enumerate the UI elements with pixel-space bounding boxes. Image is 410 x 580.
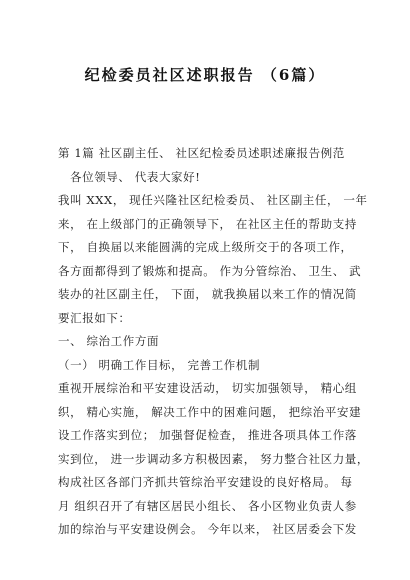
body-line: 各位领导、 代表大家好! [70, 169, 201, 184]
body-line: 加的综治与平安建设例会。 今年以来， 社区居委会下发 [58, 522, 357, 536]
body-line: 要汇报如下： [58, 310, 131, 325]
body-line: 重视开展综治和平安建设活动， 切实加强领导， 精心组 [58, 381, 357, 395]
body-line: 装办的社区副主任， 下面， 就我换届以来工作的情况简 [58, 287, 357, 301]
body-line: 下， 自换届以来能圆满的完成上级所交于的各项工作， [58, 240, 353, 254]
body-line: 构成社区各部门齐抓共管综治平安建设的良好格局。 每 [58, 475, 353, 489]
body-line: 实到位， 进一步调动多方积极因素， 努力整合社区力量， [58, 451, 370, 466]
body-line: 第 1篇 社区副主任、 社区纪检委员述职述廉报告例范 [58, 146, 345, 160]
section-heading: 一、 综治工作方面 [58, 334, 160, 348]
subsection-heading: （一） 明确工作目标， 完善工作机制 [58, 357, 261, 372]
body-line: 月 组织召开了有辖区居民小组长、 各小区物业负责人参 [58, 498, 357, 513]
document-body [58, 142, 370, 542]
body-line: 设工作落实到位； 加强督促检查， 推进各项具体工作落 [58, 428, 357, 442]
body-line: 各方面都得到了锻炼和提高。 作为分管综治、 卫生、 武 [58, 263, 362, 278]
document-title: 纪检委员社区述职报告 （6篇） [84, 66, 326, 84]
body-line: 来， 在上级部门的正确领导下， 在社区主任的帮助支持 [58, 216, 357, 231]
body-line: 织， 精心实施， 解决工作中的困难问题， 把综治平安建 [58, 404, 362, 419]
body-line: 我叫 XXX， 现任兴隆社区纪检委员、 社区副主任， 一年 [58, 193, 368, 207]
